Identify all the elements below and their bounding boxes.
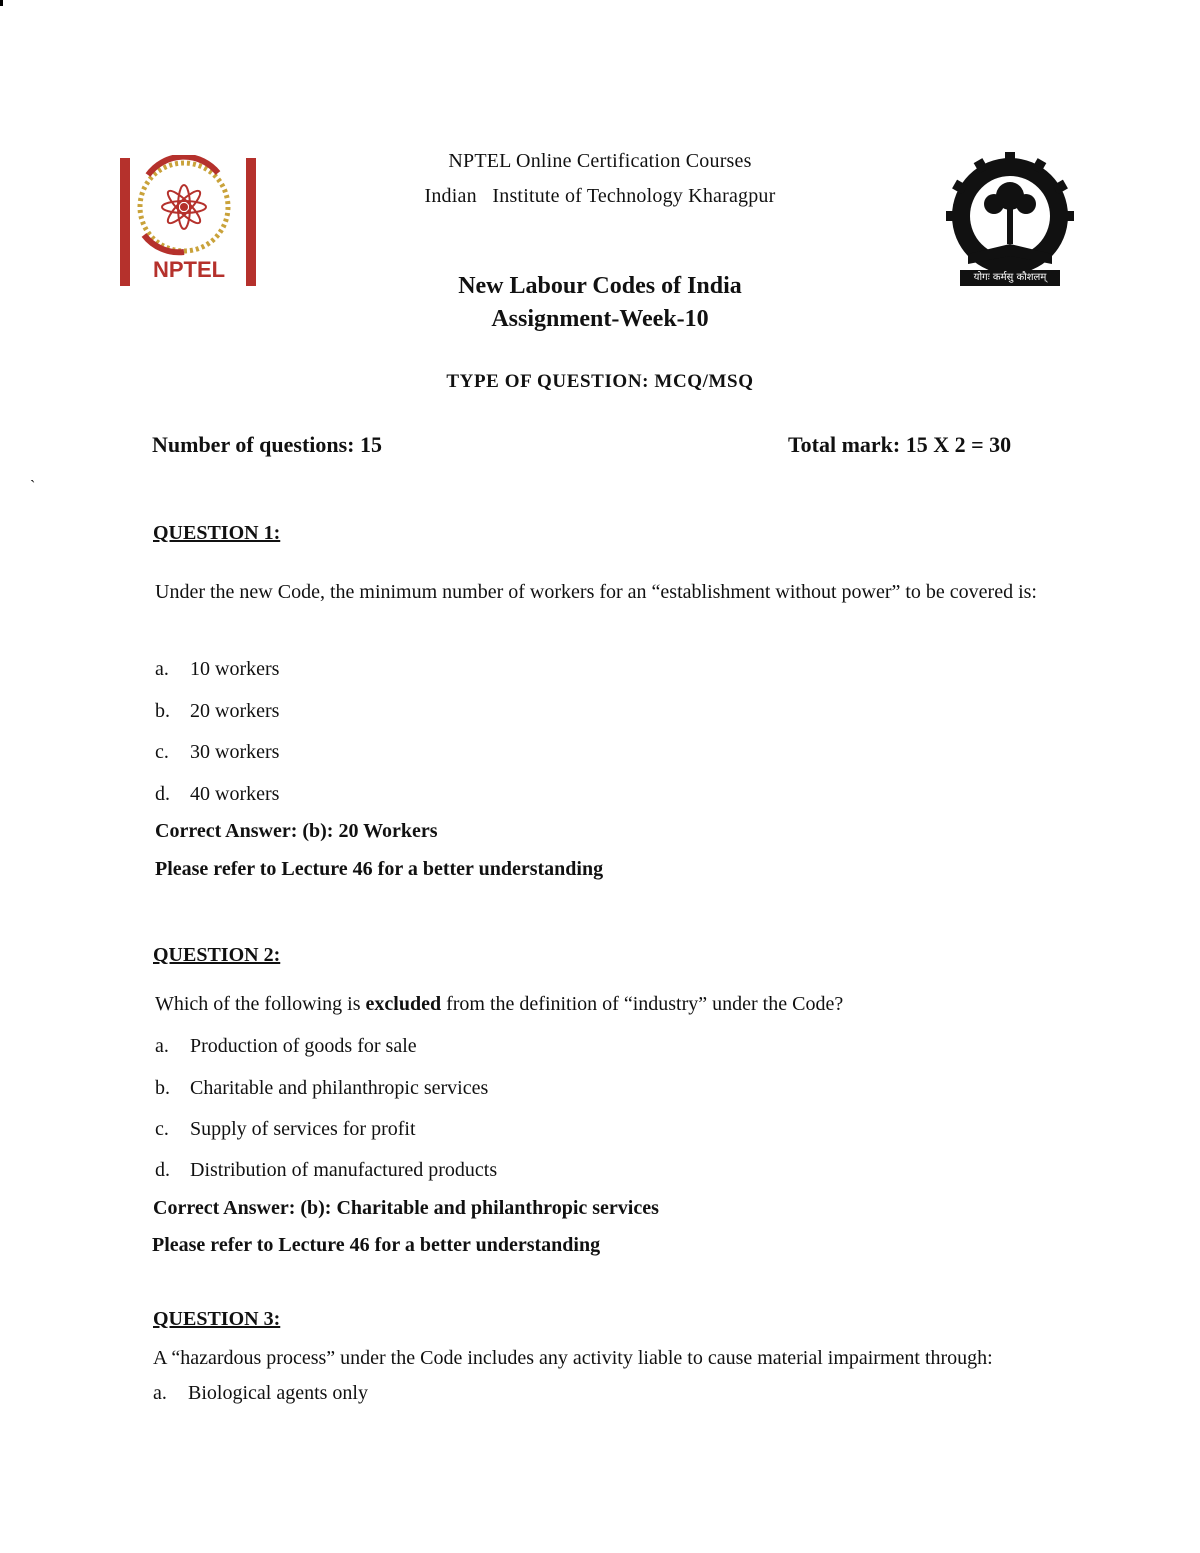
option-text: Supply of services for profit [190, 1118, 416, 1140]
question-3-heading: QUESTION 3: [153, 1308, 281, 1330]
question-1-option-b [155, 700, 279, 723]
question-2-text [155, 986, 1060, 1023]
question-3-text: A “hazardous process” under the Code includes any activity liable to cause material impairment through: [153, 1347, 993, 1369]
question-2-reference: Please refer to Lecture 46 for a better understanding [152, 1234, 601, 1256]
nptel-logo [118, 155, 258, 289]
question-2-text-emphasis: excluded [365, 993, 442, 1015]
question-1-text: Under the new Code, the minimum number of workers for an “establishment without power” to be covered is: [155, 581, 1037, 603]
option-letter: c. [155, 741, 169, 763]
question-2-option-c [155, 1118, 416, 1141]
assignment-title: Assignment-Week-10 [491, 306, 709, 332]
option-letter: a. [153, 1382, 167, 1404]
option-letter: a. [155, 1035, 169, 1057]
question-1-heading: QUESTION 1: [153, 522, 281, 544]
total-mark: Total mark: 15 X 2 = 30 [788, 432, 1012, 457]
number-of-questions: Number of questions: 15 [152, 432, 383, 457]
option-letter: c. [155, 1118, 169, 1140]
question-1-correct-answer: Correct Answer: (b): 20 Workers [155, 820, 438, 842]
question-2-heading: QUESTION 2: [153, 944, 281, 966]
page-corner-mark [0, 0, 3, 6]
option-letter: a. [155, 658, 169, 680]
stray-mark: ` [30, 478, 36, 495]
option-text: Biological agents only [188, 1382, 368, 1404]
question-1-option-d [155, 783, 279, 806]
option-letter: d. [155, 783, 170, 805]
option-text: 40 workers [190, 783, 280, 805]
question-2-option-b [155, 1077, 488, 1100]
option-text: 10 workers [190, 658, 280, 680]
option-text: 30 workers [190, 741, 280, 763]
option-text: Charitable and philanthropic services [190, 1077, 489, 1099]
option-letter: d. [155, 1159, 170, 1181]
question-3-option-a [153, 1382, 368, 1405]
question-2-text-end: from the definition of “industry” under the Code? [441, 993, 844, 1015]
header-line-2: Indian Institute of Technology Kharagpur [424, 185, 776, 207]
option-letter: b. [155, 700, 170, 722]
question-type: TYPE OF QUESTION: MCQ/MSQ [446, 371, 754, 392]
nptel-logo-text: NPTEL [152, 257, 226, 282]
question-2-option-a [155, 1035, 417, 1058]
iit-kharagpur-logo [938, 152, 1082, 292]
iit-logo-motto: योगः कर्मसु कौशलम् [973, 272, 1047, 283]
option-letter: b. [155, 1077, 170, 1099]
question-1-option-a [155, 658, 279, 681]
option-text: Distribution of manufactured products [190, 1159, 498, 1181]
question-1-option-c [155, 741, 279, 764]
header-line-1: NPTEL Online Certification Courses [448, 150, 752, 172]
question-1-reference: Please refer to Lecture 46 for a better understanding [155, 858, 604, 880]
question-2-correct-answer: Correct Answer: (b): Charitable and philanthropic services [153, 1197, 659, 1219]
option-text: 20 workers [190, 700, 280, 722]
question-2-text-start: Which of the following is [155, 993, 366, 1015]
course-title: New Labour Codes of India [458, 273, 742, 299]
option-text: Production of goods for sale [190, 1035, 417, 1057]
question-2-option-d [155, 1159, 497, 1182]
